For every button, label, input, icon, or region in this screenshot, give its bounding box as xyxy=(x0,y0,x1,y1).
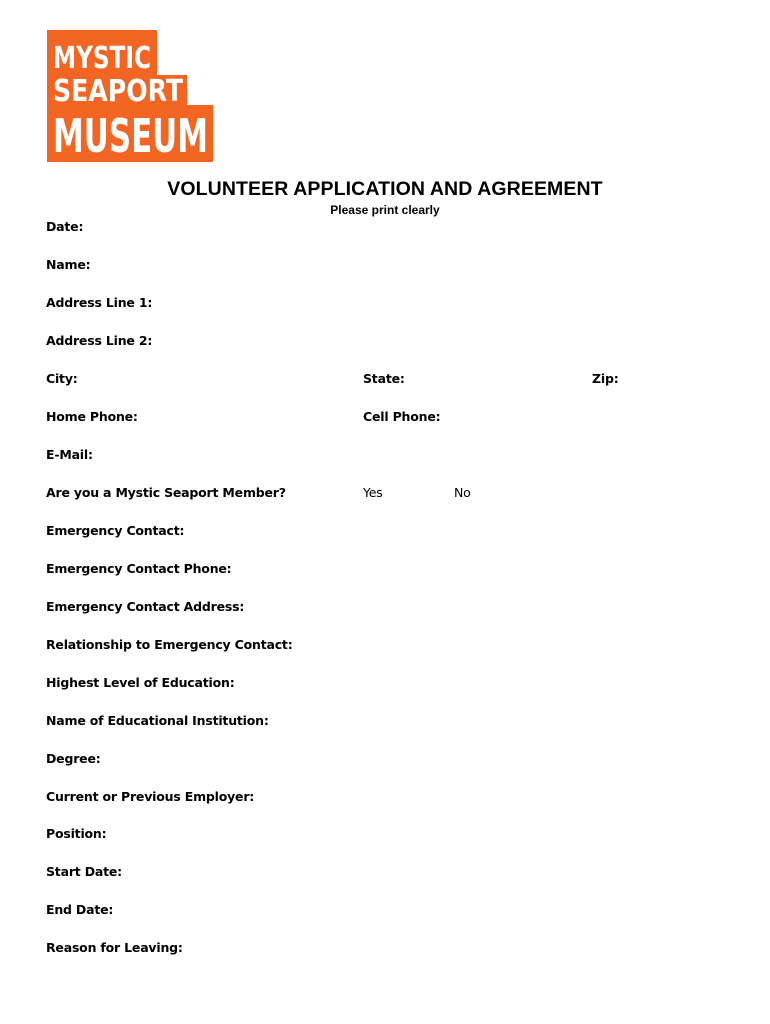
logo-line-3: MUSEUM xyxy=(53,109,208,163)
end-date-label: End Date: xyxy=(46,902,114,917)
institution-label: Name of Educational Institution: xyxy=(46,713,269,728)
zip-label: Zip: xyxy=(592,371,619,386)
relationship-label: Relationship to Emergency Contact: xyxy=(46,637,293,652)
education-label: Highest Level of Education: xyxy=(46,675,235,690)
start-date-label: Start Date: xyxy=(46,864,122,879)
name-label: Name: xyxy=(46,257,91,272)
emergency-contact-phone-label: Emergency Contact Phone: xyxy=(46,561,232,576)
degree-label: Degree: xyxy=(46,751,101,766)
home-phone-label: Home Phone: xyxy=(46,409,138,424)
reason-for-leaving-label: Reason for Leaving: xyxy=(46,940,183,955)
address-line-1-label: Address Line 1: xyxy=(46,295,153,310)
city-label: City: xyxy=(46,371,78,386)
state-label: State: xyxy=(363,371,405,386)
mystic-seaport-museum-logo xyxy=(47,30,213,162)
member-yes-option[interactable]: Yes xyxy=(363,485,383,500)
email-label: E-Mail: xyxy=(46,447,93,462)
emergency-contact-label: Emergency Contact: xyxy=(46,523,185,538)
date-label: Date: xyxy=(46,219,84,234)
emergency-contact-address-label: Emergency Contact Address: xyxy=(46,599,245,614)
form-title: VOLUNTEER APPLICATION AND AGREEMENT xyxy=(167,178,603,200)
logo-line-2: SEAPORT xyxy=(53,74,184,109)
cell-phone-label: Cell Phone: xyxy=(363,409,441,424)
logo-line-1: MYSTIC xyxy=(53,41,151,76)
position-label: Position: xyxy=(46,826,107,841)
employer-label: Current or Previous Employer: xyxy=(46,789,255,804)
member-question-label: Are you a Mystic Seaport Member? xyxy=(46,485,286,500)
form-subtitle: Please print clearly xyxy=(330,203,440,217)
address-line-2-label: Address Line 2: xyxy=(46,333,153,348)
member-no-option[interactable]: No xyxy=(454,485,471,500)
